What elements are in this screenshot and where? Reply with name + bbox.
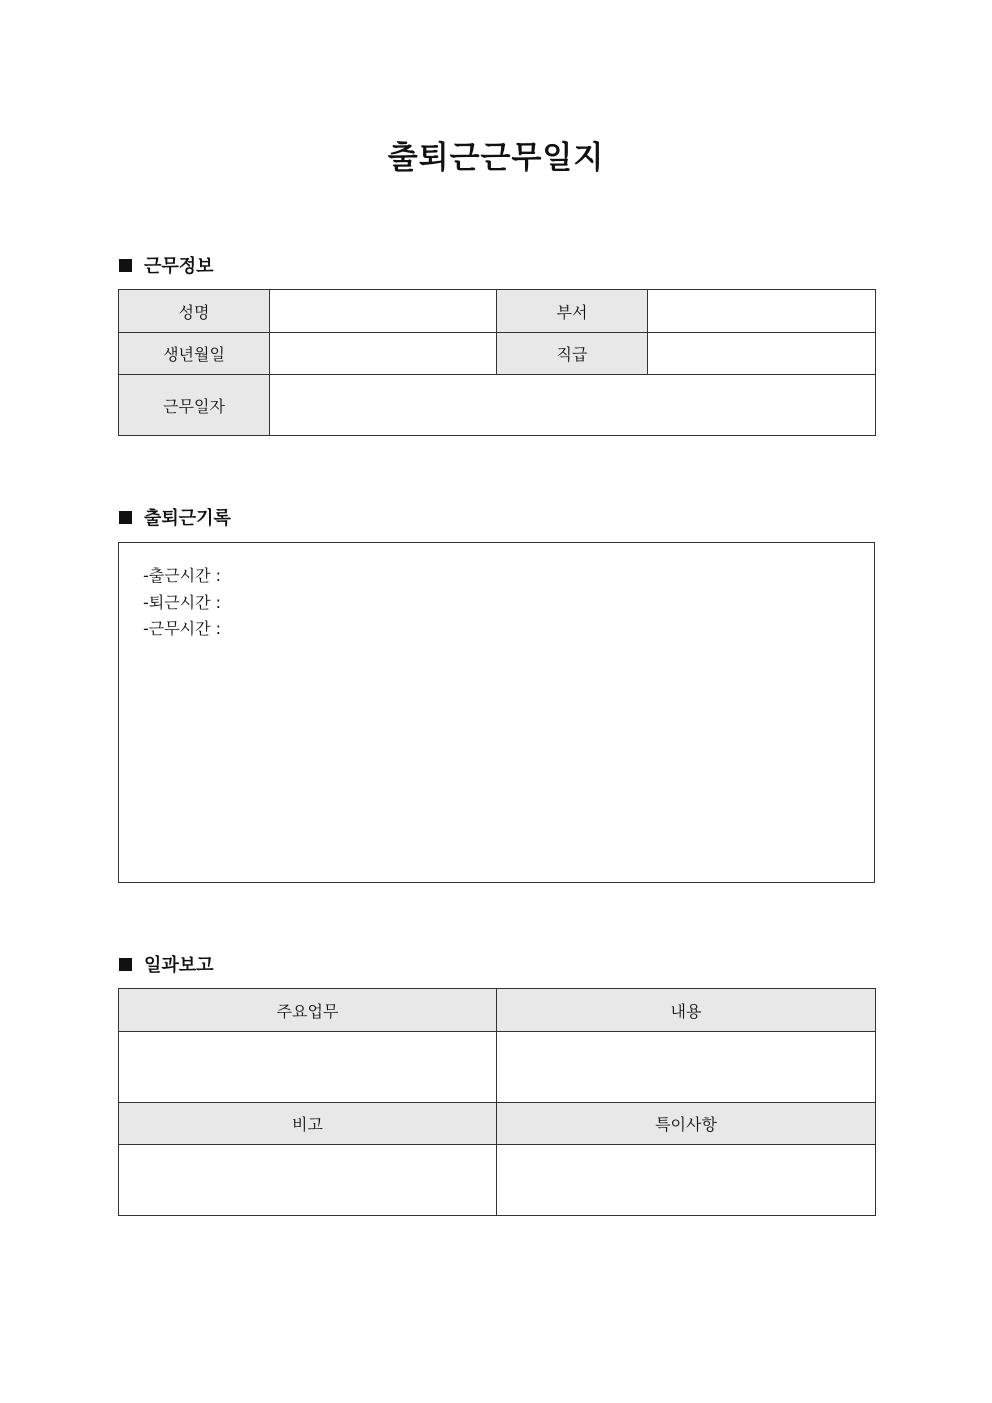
name-label: 성명 [119, 290, 270, 333]
department-field[interactable] [648, 290, 876, 333]
section-heading-work-info [119, 253, 214, 277]
table-row [119, 1103, 876, 1145]
commute-record-lines [143, 563, 221, 643]
department-label: 부서 [497, 290, 648, 333]
square-bullet-icon [119, 259, 132, 272]
position-field[interactable] [648, 333, 876, 375]
clock-in-line: -출근시간 : [143, 566, 222, 585]
table-row [119, 1032, 876, 1103]
content-header: 내용 [497, 989, 876, 1032]
square-bullet-icon [119, 511, 132, 524]
remarks-field[interactable] [119, 1145, 497, 1216]
table-row [119, 333, 876, 375]
position-label: 직급 [497, 333, 648, 375]
commute-record-box[interactable] [118, 542, 875, 883]
square-bullet-icon [119, 958, 132, 971]
work-date-label: 근무일자 [119, 375, 270, 436]
remarks-header: 비고 [119, 1103, 497, 1145]
table-row [119, 989, 876, 1032]
birthdate-label: 생년월일 [119, 333, 270, 375]
main-tasks-header: 주요업무 [119, 989, 497, 1032]
special-notes-field[interactable] [497, 1145, 876, 1216]
birthdate-field[interactable] [270, 333, 497, 375]
section-heading-label: 일과보고 [144, 955, 214, 976]
section-heading-daily-report [119, 952, 214, 976]
document-title: 출퇴근근무일지 [387, 140, 605, 176]
name-field[interactable] [270, 290, 497, 333]
section-heading-commute [119, 505, 231, 529]
table-row [119, 375, 876, 436]
work-hours-line: -근무시간 : [143, 619, 222, 638]
work-date-field[interactable] [270, 375, 876, 436]
daily-report-table [118, 988, 876, 1216]
content-field[interactable] [497, 1032, 876, 1103]
section-heading-label: 출퇴근기록 [144, 508, 231, 529]
work-info-table [118, 289, 876, 436]
section-heading-label: 근무정보 [144, 256, 214, 277]
table-row [119, 290, 876, 333]
table-row [119, 1145, 876, 1216]
main-tasks-field[interactable] [119, 1032, 497, 1103]
clock-out-line: -퇴근시간 : [143, 592, 222, 612]
special-notes-header: 특이사항 [497, 1103, 876, 1145]
